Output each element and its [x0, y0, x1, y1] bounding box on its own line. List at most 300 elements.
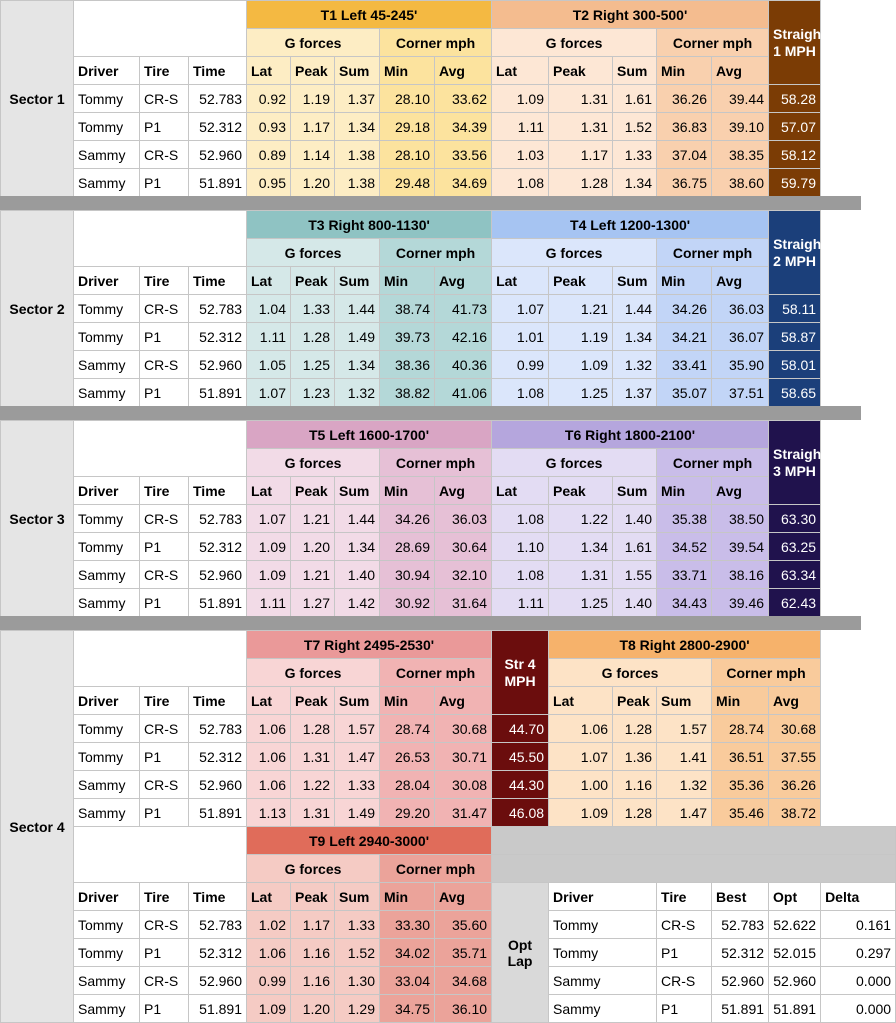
straight-header-line2: 2 MPH [773, 252, 816, 269]
t7-value: 28.04 [380, 771, 435, 799]
driver-name: Sammy [74, 771, 140, 799]
c1-value: 0.92 [247, 85, 291, 113]
table-row [1, 295, 896, 323]
c1-value: 1.34 [335, 351, 380, 379]
corner-title: T9 Left 2940-3000' [247, 827, 492, 855]
c2-value: 1.11 [492, 113, 549, 141]
driver-name: Tommy [74, 911, 140, 939]
lap-time: 52.312 [189, 323, 247, 351]
c2-value: 35.07 [657, 379, 712, 407]
c1-value: 1.40 [335, 561, 380, 589]
c1-value: 30.92 [380, 589, 435, 617]
lap-time: 52.783 [189, 295, 247, 323]
straight-header [492, 631, 549, 715]
t8-value: 1.09 [549, 799, 613, 827]
t7-corner-header: Corner mph [380, 659, 492, 687]
table-row [1, 323, 896, 351]
lap-time: 52.312 [189, 113, 247, 141]
corner-title: T2 Right 300-500' [492, 1, 769, 29]
t8-value: 1.32 [657, 771, 712, 799]
straight-value: 63.30 [769, 505, 821, 533]
c2-value: 1.55 [613, 561, 657, 589]
c1-value: 1.27 [291, 589, 335, 617]
driver-name: Sammy [74, 169, 140, 197]
t9-value: 33.30 [380, 911, 435, 939]
c2-gforces-header: G forces [492, 449, 657, 477]
c1-value: 1.49 [335, 323, 380, 351]
c1-value: 1.05 [247, 351, 291, 379]
straight-header-line1: Straight [773, 445, 826, 462]
corner-title: T4 Left 1200-1300' [492, 211, 769, 239]
corner-title: T3 Right 800-1130' [247, 211, 492, 239]
c1-value: 1.21 [291, 505, 335, 533]
sector-label: Sector 3 [1, 421, 74, 617]
driver-name: Tommy [74, 533, 140, 561]
optlap-delta: 0.161 [821, 911, 896, 939]
straight-value: 58.28 [769, 85, 821, 113]
t7-value: 30.71 [435, 743, 492, 771]
t7-gforces-header: G forces [247, 659, 380, 687]
t8-value: 1.57 [657, 715, 712, 743]
tire-name: CR-S [140, 85, 189, 113]
optlap-tire: P1 [657, 939, 712, 967]
straight-value: 63.25 [769, 533, 821, 561]
straight-value: 62.43 [769, 589, 821, 617]
tire-name: CR-S [140, 561, 189, 589]
c2-value: 38.16 [712, 561, 769, 589]
c1-value: 29.18 [380, 113, 435, 141]
t9-value: 34.68 [435, 967, 492, 995]
straight-header-line1: Straight [773, 25, 826, 42]
table-row [1, 715, 896, 743]
s4-driver-header: Driver [74, 687, 140, 715]
straight-header-line2: MPH [504, 672, 536, 689]
table-row [1, 533, 896, 561]
t9-value: 35.71 [435, 939, 492, 967]
c1-value: 41.73 [435, 295, 492, 323]
straight-value: 45.50 [492, 743, 549, 771]
c2-value: 1.08 [492, 561, 549, 589]
opt-lap-label-line1: Opt [507, 936, 533, 953]
s2-driver-header: Driver [74, 267, 140, 295]
optlap-driver: Sammy [549, 995, 657, 1023]
c2-value: 1.08 [492, 169, 549, 197]
straight-value: 63.34 [769, 561, 821, 589]
t9-value: 0.99 [247, 967, 291, 995]
optlap-driver: Tommy [549, 911, 657, 939]
optlap-driver-header: Driver [549, 883, 657, 911]
c2-value: 36.83 [657, 113, 712, 141]
s3-driver-header: Driver [74, 477, 140, 505]
t7-value: 31.47 [435, 799, 492, 827]
c1-value: 0.93 [247, 113, 291, 141]
s4b-tire-header: Tire [140, 883, 189, 911]
c1-value: 30.94 [380, 561, 435, 589]
tire-name: CR-S [140, 715, 189, 743]
optlap-opt: 51.891 [769, 995, 821, 1023]
c2-value: 35.38 [657, 505, 712, 533]
c1-sum-header: Sum [335, 57, 380, 85]
blank-cell [74, 421, 247, 477]
driver-name: Sammy [74, 141, 140, 169]
s1-time-header: Time [189, 57, 247, 85]
t8-corner-header: Corner mph [712, 659, 821, 687]
c1-value: 1.07 [247, 505, 291, 533]
t8-value: 1.06 [549, 715, 613, 743]
c1-value: 39.73 [380, 323, 435, 351]
t7-value: 1.31 [291, 799, 335, 827]
s4-time-header: Time [189, 687, 247, 715]
t9-value: 1.16 [291, 967, 335, 995]
t9-peak-header: Peak [291, 883, 335, 911]
straight-value: 44.30 [492, 771, 549, 799]
t8-gforces-header: G forces [549, 659, 712, 687]
t7-lat-header: Lat [247, 687, 291, 715]
s3-tire-header: Tire [140, 477, 189, 505]
c2-value: 1.22 [549, 505, 613, 533]
c1-value: 1.32 [335, 379, 380, 407]
table-row [1, 743, 896, 771]
c1-value: 1.25 [291, 351, 335, 379]
c2-value: 39.54 [712, 533, 769, 561]
t9-value: 1.02 [247, 911, 291, 939]
lap-time: 52.960 [189, 351, 247, 379]
c1-value: 1.21 [291, 561, 335, 589]
tire-name: P1 [140, 169, 189, 197]
driver-name: Sammy [74, 967, 140, 995]
table-row [1, 771, 896, 799]
table-row [1, 85, 896, 113]
optlap-delta-header: Delta [821, 883, 896, 911]
c1-gforces-header: G forces [247, 239, 380, 267]
t7-value: 26.53 [380, 743, 435, 771]
t9-value: 1.33 [335, 911, 380, 939]
optlap-driver: Tommy [549, 939, 657, 967]
c2-gforces-header: G forces [492, 239, 657, 267]
c2-min-header: Min [657, 57, 712, 85]
t7-value: 30.68 [435, 715, 492, 743]
tire-name: P1 [140, 743, 189, 771]
optlap-tire: P1 [657, 995, 712, 1023]
optlap-best-header: Best [712, 883, 769, 911]
sector-separator [0, 616, 861, 630]
c2-value: 1.32 [613, 351, 657, 379]
opt-lap-label-line2: Lap [507, 952, 533, 969]
corner-title: T5 Left 1600-1700' [247, 421, 492, 449]
c2-value: 39.44 [712, 85, 769, 113]
driver-name: Sammy [74, 799, 140, 827]
c2-value: 1.31 [549, 561, 613, 589]
driver-name: Sammy [74, 351, 140, 379]
tire-name: CR-S [140, 141, 189, 169]
t7-value: 30.08 [435, 771, 492, 799]
s1-driver-header: Driver [74, 57, 140, 85]
table-row [1, 939, 896, 967]
driver-name: Sammy [74, 995, 140, 1023]
c1-value: 1.44 [335, 295, 380, 323]
optlap-best: 51.891 [712, 995, 769, 1023]
table-row [1, 379, 896, 407]
corner-title: T6 Right 1800-2100' [492, 421, 769, 449]
straight-header [769, 211, 826, 295]
c2-value: 34.21 [657, 323, 712, 351]
lap-time: 52.312 [189, 939, 247, 967]
c1-gforces-header: G forces [247, 29, 380, 57]
c1-gforces-header: G forces [247, 449, 380, 477]
straight-value: 58.01 [769, 351, 821, 379]
t7-value: 1.49 [335, 799, 380, 827]
c1-value: 1.23 [291, 379, 335, 407]
t7-value: 1.06 [247, 715, 291, 743]
c1-value: 0.95 [247, 169, 291, 197]
c1-value: 1.38 [335, 169, 380, 197]
c1-value: 38.82 [380, 379, 435, 407]
t9-gforces-header: G forces [247, 855, 380, 883]
lap-time: 52.783 [189, 911, 247, 939]
c2-peak-header: Peak [549, 57, 613, 85]
lap-time: 52.312 [189, 533, 247, 561]
table-row [1, 911, 896, 939]
lap-time: 52.783 [189, 715, 247, 743]
c2-gforces-header: G forces [492, 29, 657, 57]
optlap-tire: CR-S [657, 967, 712, 995]
lap-time: 51.891 [189, 169, 247, 197]
c1-avg-header: Avg [435, 267, 492, 295]
s2-tire-header: Tire [140, 267, 189, 295]
corner-title: T1 Left 45-245' [247, 1, 492, 29]
optlap-delta: 0.000 [821, 995, 896, 1023]
blank-cell [74, 827, 247, 883]
t7-value: 1.47 [335, 743, 380, 771]
c1-value: 1.17 [291, 113, 335, 141]
lap-time: 51.891 [189, 995, 247, 1023]
blank-cell [74, 631, 247, 687]
straight-value: 58.87 [769, 323, 821, 351]
t8-value: 1.36 [613, 743, 657, 771]
tire-name: CR-S [140, 967, 189, 995]
t8-value: 36.51 [712, 743, 769, 771]
t8-value: 28.74 [712, 715, 769, 743]
c2-value: 1.17 [549, 141, 613, 169]
c2-min-header: Min [657, 267, 712, 295]
driver-name: Sammy [74, 379, 140, 407]
t9-value: 1.17 [291, 911, 335, 939]
t8-value: 1.47 [657, 799, 712, 827]
c2-value: 34.52 [657, 533, 712, 561]
c1-corner-header: Corner mph [380, 449, 492, 477]
table-row [1, 169, 896, 197]
c1-value: 38.74 [380, 295, 435, 323]
c2-avg-header: Avg [712, 57, 769, 85]
c2-value: 1.08 [492, 379, 549, 407]
opt-lap-label [492, 883, 549, 1023]
driver-name: Tommy [74, 715, 140, 743]
t8-value: 38.72 [769, 799, 821, 827]
c2-sum-header: Sum [613, 477, 657, 505]
tire-name: P1 [140, 379, 189, 407]
s1-tire-header: Tire [140, 57, 189, 85]
c1-min-header: Min [380, 57, 435, 85]
sector-separator [0, 406, 861, 420]
t7-sum-header: Sum [335, 687, 380, 715]
sector-label: Sector 2 [1, 211, 74, 407]
c2-value: 39.46 [712, 589, 769, 617]
c1-value: 28.10 [380, 141, 435, 169]
c2-avg-header: Avg [712, 267, 769, 295]
gray-fill [492, 827, 896, 855]
t8-value: 1.07 [549, 743, 613, 771]
c2-value: 1.34 [613, 169, 657, 197]
c1-value: 1.33 [291, 295, 335, 323]
c2-value: 1.44 [613, 295, 657, 323]
t8-value: 1.28 [613, 715, 657, 743]
c1-value: 40.36 [435, 351, 492, 379]
c1-value: 28.10 [380, 85, 435, 113]
c2-lat-header: Lat [492, 57, 549, 85]
driver-name: Tommy [74, 743, 140, 771]
c2-value: 1.52 [613, 113, 657, 141]
t9-value: 1.29 [335, 995, 380, 1023]
straight-header [769, 421, 826, 505]
optlap-opt: 52.015 [769, 939, 821, 967]
tire-name: P1 [140, 939, 189, 967]
tire-name: P1 [140, 113, 189, 141]
c1-value: 29.48 [380, 169, 435, 197]
c2-value: 1.37 [613, 379, 657, 407]
t9-value: 33.04 [380, 967, 435, 995]
t7-value: 1.06 [247, 743, 291, 771]
t8-value: 37.55 [769, 743, 821, 771]
c1-avg-header: Avg [435, 57, 492, 85]
c1-value: 31.64 [435, 589, 492, 617]
t8-value: 1.00 [549, 771, 613, 799]
c1-value: 1.11 [247, 589, 291, 617]
tire-name: CR-S [140, 351, 189, 379]
tire-name: CR-S [140, 911, 189, 939]
c1-value: 30.64 [435, 533, 492, 561]
t9-value: 1.52 [335, 939, 380, 967]
c2-value: 1.21 [549, 295, 613, 323]
t9-value: 1.16 [291, 939, 335, 967]
table-row [1, 799, 896, 827]
lap-time: 52.960 [189, 771, 247, 799]
corner-title: T7 Right 2495-2530' [247, 631, 492, 659]
c2-value: 33.71 [657, 561, 712, 589]
c1-value: 1.38 [335, 141, 380, 169]
c1-value: 1.19 [291, 85, 335, 113]
c1-value: 42.16 [435, 323, 492, 351]
lap-time: 52.783 [189, 85, 247, 113]
c2-value: 37.51 [712, 379, 769, 407]
straight-header [769, 1, 826, 85]
lap-time: 52.783 [189, 505, 247, 533]
c2-value: 38.35 [712, 141, 769, 169]
tire-name: P1 [140, 995, 189, 1023]
t8-sum-header: Sum [657, 687, 712, 715]
gray-fill [492, 855, 896, 883]
c1-value: 1.28 [291, 323, 335, 351]
c2-value: 1.34 [549, 533, 613, 561]
c2-value: 39.10 [712, 113, 769, 141]
t7-min-header: Min [380, 687, 435, 715]
straight-header-line1: Str 4 [504, 655, 536, 672]
c1-value: 34.69 [435, 169, 492, 197]
c1-lat-header: Lat [247, 267, 291, 295]
c1-value: 1.34 [335, 113, 380, 141]
t7-value: 29.20 [380, 799, 435, 827]
optlap-opt-header: Opt [769, 883, 821, 911]
driver-name: Tommy [74, 939, 140, 967]
tire-name: CR-S [140, 295, 189, 323]
t9-avg-header: Avg [435, 883, 492, 911]
c1-value: 1.14 [291, 141, 335, 169]
sector-4-table [0, 630, 896, 1023]
c2-value: 1.01 [492, 323, 549, 351]
table-row [1, 967, 896, 995]
c2-value: 34.43 [657, 589, 712, 617]
c1-value: 28.69 [380, 533, 435, 561]
lap-time: 51.891 [189, 379, 247, 407]
c1-value: 1.42 [335, 589, 380, 617]
c1-value: 34.39 [435, 113, 492, 141]
corner-title: T8 Right 2800-2900' [549, 631, 821, 659]
c2-value: 1.40 [613, 505, 657, 533]
t8-value: 1.28 [613, 799, 657, 827]
optlap-best: 52.783 [712, 911, 769, 939]
c2-value: 1.09 [549, 351, 613, 379]
lap-time: 52.960 [189, 561, 247, 589]
t8-value: 35.46 [712, 799, 769, 827]
sector-label: Sector 4 [1, 631, 74, 1023]
tire-name: CR-S [140, 771, 189, 799]
t9-sum-header: Sum [335, 883, 380, 911]
c2-value: 1.25 [549, 589, 613, 617]
c1-value: 33.56 [435, 141, 492, 169]
t9-value: 1.30 [335, 967, 380, 995]
t8-value: 1.41 [657, 743, 712, 771]
c1-value: 1.11 [247, 323, 291, 351]
c1-value: 1.09 [247, 533, 291, 561]
t8-value: 1.16 [613, 771, 657, 799]
s4-tire-header: Tire [140, 687, 189, 715]
c2-corner-header: Corner mph [657, 29, 769, 57]
t8-lat-header: Lat [549, 687, 613, 715]
t7-value: 1.28 [291, 715, 335, 743]
optlap-driver: Sammy [549, 967, 657, 995]
c2-value: 1.31 [549, 85, 613, 113]
c2-value: 1.08 [492, 505, 549, 533]
c1-value: 1.20 [291, 533, 335, 561]
driver-name: Sammy [74, 589, 140, 617]
t7-value: 1.06 [247, 771, 291, 799]
c2-value: 1.34 [613, 323, 657, 351]
optlap-tire-header: Tire [657, 883, 712, 911]
c1-value: 36.03 [435, 505, 492, 533]
c1-value: 41.06 [435, 379, 492, 407]
t7-value: 1.22 [291, 771, 335, 799]
t8-value: 30.68 [769, 715, 821, 743]
tire-name: P1 [140, 589, 189, 617]
tire-name: P1 [140, 533, 189, 561]
t7-value: 1.33 [335, 771, 380, 799]
c2-value: 1.19 [549, 323, 613, 351]
lap-time: 51.891 [189, 799, 247, 827]
c1-value: 1.44 [335, 505, 380, 533]
c2-min-header: Min [657, 477, 712, 505]
c2-value: 0.99 [492, 351, 549, 379]
t9-value: 34.75 [380, 995, 435, 1023]
c2-value: 1.11 [492, 589, 549, 617]
